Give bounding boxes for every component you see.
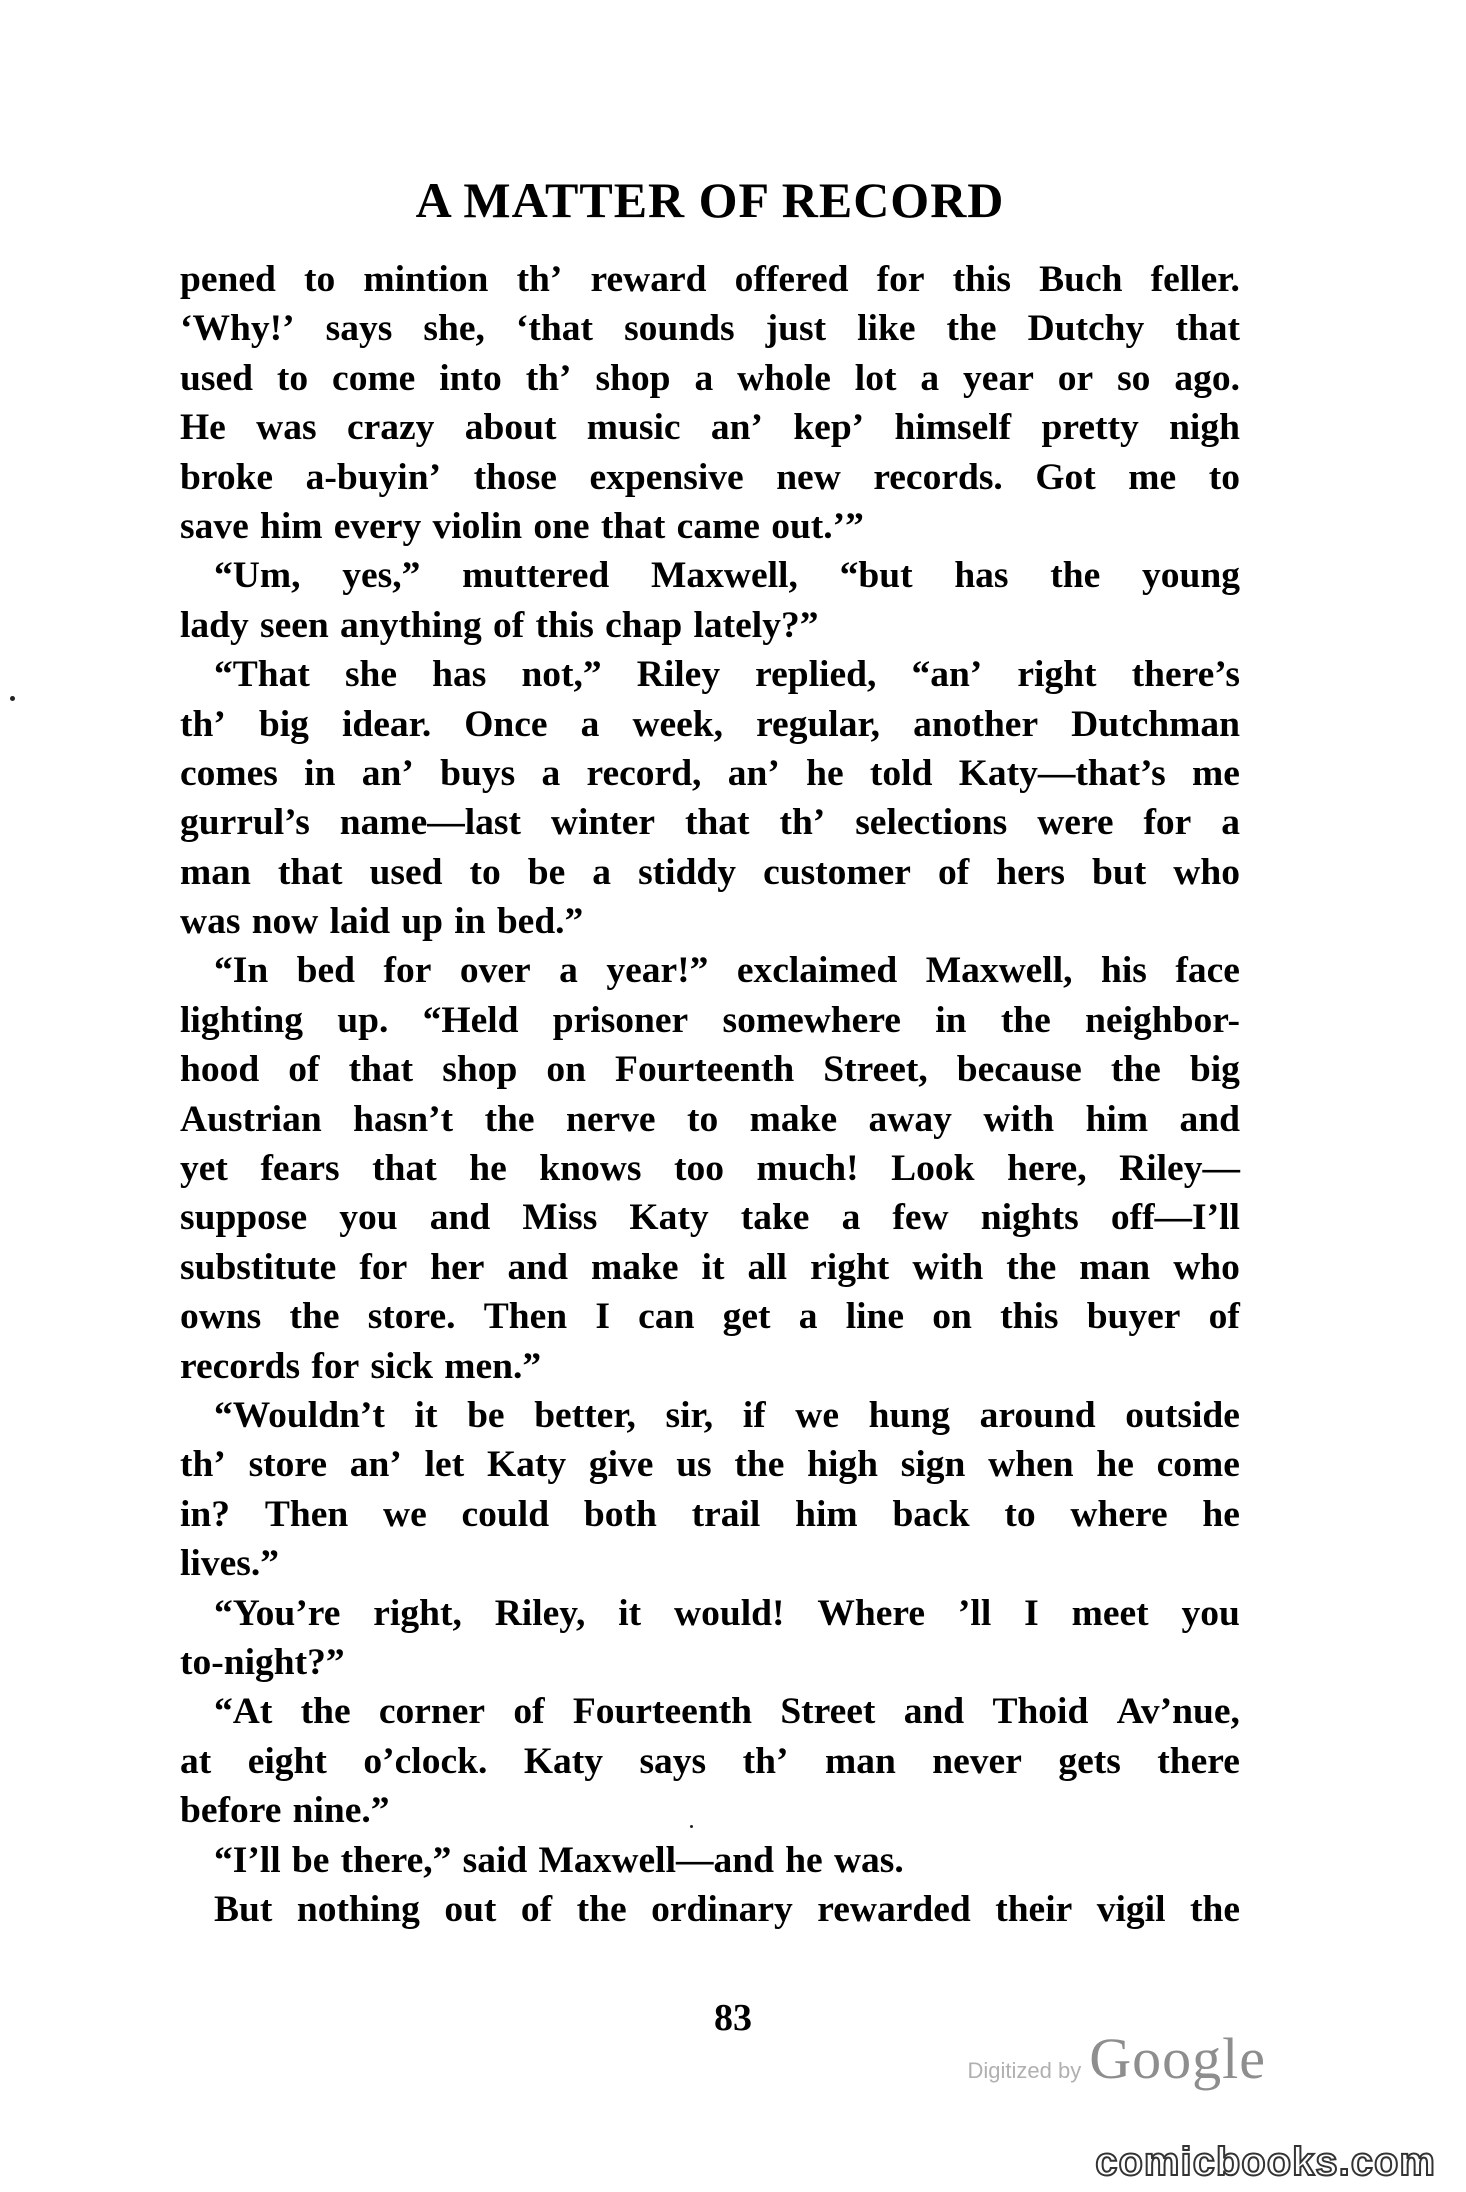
text-line: th’ big idear. Once a week, regular, another Dutchman <box>180 703 1240 745</box>
digitized-by-google-watermark <box>968 2025 1266 2092</box>
text-line: th’ store an’ let Katy give us the high sign when he come <box>180 1444 1240 1486</box>
text-line: “At the corner of Fourteenth Street and Thoid Av’nue, <box>214 1691 1240 1733</box>
text-line: yet fears that he knows too much! Look here, Riley— <box>180 1148 1240 1190</box>
body-text <box>180 255 1240 1934</box>
text-line: suppose you and Miss Katy take a few nights off—I’ll <box>180 1197 1240 1239</box>
text-line: “That she has not,” Riley replied, “an’ right there’s <box>214 654 1240 696</box>
text-line: “I’ll be there,” said Maxwell—and he was. <box>214 1839 904 1881</box>
text-line: “Um, yes,” muttered Maxwell, “but has the young <box>214 555 1240 597</box>
text-line: substitute for her and make it all right with the man who <box>180 1246 1240 1288</box>
text-line: broke a-buyin’ those expensive new records. Got me to <box>180 456 1240 498</box>
watermark-google-logo: Google <box>1089 2026 1266 2091</box>
text-line: lighting up. “Held prisoner somewhere in the neighbor- <box>180 999 1240 1041</box>
text-line: was now laid up in bed.” <box>180 901 584 943</box>
text-line: He was crazy about music an’ kep’ himself pretty nigh <box>180 407 1240 449</box>
text-line: Austrian hasn’t the nerve to make away with him and <box>180 1098 1240 1140</box>
text-line: records for sick men.” <box>180 1345 542 1387</box>
print-speck <box>10 696 15 701</box>
text-line: hood of that shop on Fourteenth Street, because the big <box>180 1049 1240 1091</box>
text-line: ‘Why!’ says she, ‘that sounds just like the Dutchy that <box>180 308 1240 350</box>
watermark-small-text: Digitized by <box>967 2058 1082 2083</box>
page-number: 83 <box>714 1997 752 2039</box>
text-line: lives.” <box>180 1543 279 1585</box>
text-line: man that used to be a stiddy customer of hers but who <box>180 851 1240 893</box>
text-line: owns the store. Then I can get a line on this buyer of <box>180 1296 1240 1338</box>
text-line: to-night?” <box>180 1641 345 1683</box>
text-line: gurrul’s name—last winter that th’ selections were for a <box>180 802 1240 844</box>
text-line: in? Then we could both trail him back to where he <box>180 1493 1240 1535</box>
text-line: used to come into th’ shop a whole lot a year or so ago. <box>180 357 1240 399</box>
text-line: save him every violin one that came out.’” <box>180 505 864 547</box>
text-line: before nine.” <box>180 1790 390 1832</box>
text-line: “You’re right, Riley, it would! Where ’ll I meet you <box>214 1592 1240 1634</box>
print-speck <box>690 1825 693 1828</box>
text-line: pened to mintion th’ reward offered for this Buch feller. <box>180 259 1240 300</box>
running-head: A MATTER OF RECORD <box>415 172 1005 228</box>
text-line: comes in an’ buys a record, an’ he told Katy—that’s me <box>180 752 1240 794</box>
text-line: “Wouldn’t it be better, sir, if we hung around outside <box>214 1394 1240 1436</box>
text-line: “In bed for over a year!” exclaimed Maxwell, his face <box>214 950 1240 992</box>
site-watermark: comicbooks.com <box>1095 2140 1436 2184</box>
text-line: lady seen anything of this chap lately?” <box>180 604 819 646</box>
text-line: But nothing out of the ordinary rewarded their vigil the <box>214 1888 1240 1930</box>
text-line: at eight o’clock. Katy says th’ man never gets there <box>180 1740 1240 1782</box>
